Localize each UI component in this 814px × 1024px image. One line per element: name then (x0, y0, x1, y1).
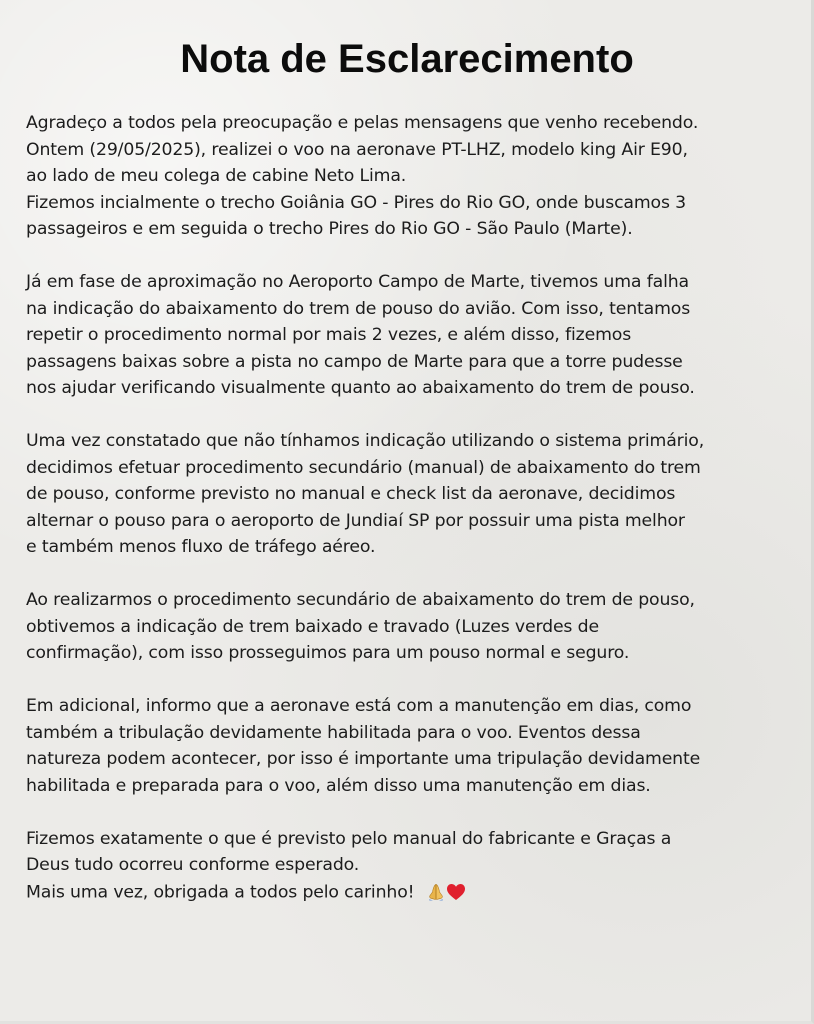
text-line: habilitada e preparada para o voo, além disso uma manutenção em dias. (26, 775, 651, 796)
paragraph-3 (26, 428, 796, 561)
text-line: Já em fase de aproximação no Aeroporto Campo de Marte, tivemos uma falha (26, 272, 689, 292)
text-line: Fizemos exatamente o que é previsto pelo manual do fabricante e Graças a (26, 828, 672, 849)
text-line: de pouso, conforme previsto no manual e check list da aeronave, decidimos (26, 484, 676, 504)
text-line: ao lado de meu colega de cabine Neto Lima. (26, 166, 407, 186)
note-body (26, 110, 796, 905)
text-line: passageiros e em seguida o trecho Pires do Rio GO - São Paulo (Marte). (26, 219, 633, 239)
text-line: Agradeço a todos pela preocupação e pelas mensagens que venho recebendo. (26, 113, 699, 133)
text-line: Fizemos incialmente o trecho Goiânia GO - Pires do Rio GO, onde buscamos 3 (26, 192, 687, 213)
paragraph-5 (26, 693, 796, 799)
text-line: passagens baixas sobre a pista no campo de Marte para que a torre pudesse (26, 351, 683, 372)
text-line: na indicação do abaixamento do trem de pouso do avião. Com isso, tentamos (26, 298, 691, 319)
text-line: também a tribulação devidamente habilitada para o voo. Eventos dessa (26, 722, 641, 743)
text-line: confirmação), com isso prosseguimos para um pouso normal e seguro. (26, 643, 630, 663)
paragraph-4 (26, 587, 796, 667)
paragraph-6 (26, 826, 796, 906)
text-line: Deus tudo ocorreu conforme esperado. (26, 855, 360, 875)
paragraph-2 (26, 269, 796, 402)
text-line: e também menos fluxo de tráfego aéreo. (26, 537, 376, 557)
closing-text: Mais uma vez, obrigada a todos pelo carinho! (26, 881, 415, 902)
red-heart-icon (446, 883, 466, 901)
paragraph-1 (26, 110, 796, 243)
text-line: nos ajudar verificando visualmente quanto ao abaixamento do trem de pouso. (26, 378, 695, 398)
text-line: obtivemos a indicação de trem baixado e travado (Luzes verdes de (26, 616, 599, 637)
closing-line (26, 879, 796, 906)
emoji-group (426, 879, 466, 906)
text-line: decidimos efetuar procedimento secundário (manual) de abaixamento do trem (26, 457, 701, 478)
text-line: Ao realizarmos o procedimento secundário de abaixamento do trem de pouso, (26, 590, 695, 610)
text-line: Uma vez constatado que não tínhamos indicação utilizando o sistema primário, (26, 431, 705, 451)
text-line: Ontem (29/05/2025), realizei o voo na aeronave PT-LHZ, modelo king Air E90, (26, 139, 688, 160)
text-line: alternar o pouso para o aeroporto de Jundiaí SP por possuir uma pista melhor (26, 510, 685, 531)
folded-hands-icon (426, 883, 446, 901)
text-line: repetir o procedimento normal por mais 2 vezes, e além disso, fizemos (26, 325, 632, 345)
text-line: natureza podem acontecer, por isso é importante uma tripulação devidamente (26, 749, 701, 769)
page-title: Nota de Esclarecimento (180, 37, 634, 81)
text-line: Em adicional, informo que a aeronave está com a manutenção em dias, como (26, 696, 692, 716)
